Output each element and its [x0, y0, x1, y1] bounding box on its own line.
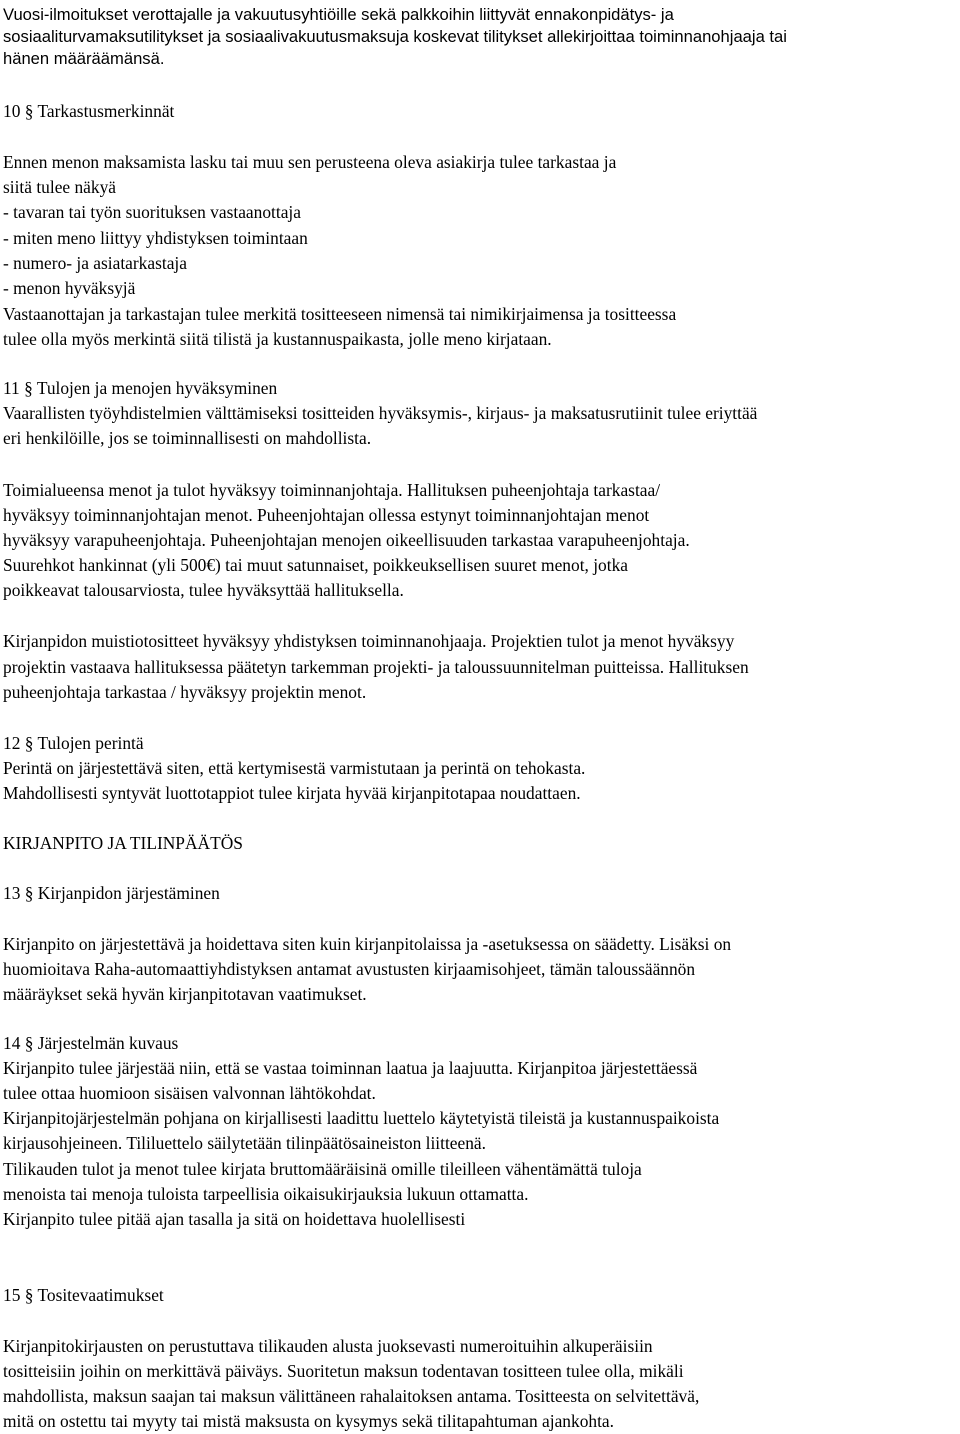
- body-line: tositteisiin joihin on merkittävä päiväys. Suoritetun maksun todentavan tositteen tulee olla, mikäli: [3, 1361, 684, 1381]
- body-line: projektin vastaava hallituksessa päätetyn tarkemman projekti- ja taloussuunnitelman puitteissa. Hallituksen: [3, 657, 749, 677]
- body-line: Vastaanottajan ja tarkastajan tulee merkitä tositteeseen nimensä tai nimikirjaimensa ja tositteessa: [3, 304, 677, 324]
- section-heading: 10 § Tarkastusmerkinnät: [3, 101, 175, 121]
- body-line: Kirjanpito on järjestettävä ja hoidettava siten kuin kirjanpitolaissa ja -asetuksessa on säädetty. Lisäksi on: [3, 934, 732, 954]
- body-line: Kirjanpitokirjausten on perustuttava tilikauden alusta juoksevasti numeroituihin alkuperäisiin: [3, 1336, 653, 1356]
- body-line: hyväksyy varapuheenjohtaja. Puheenjohtajan menojen oikeellisuuden tarkastaa varapuheenjohtaja.: [3, 530, 690, 550]
- body-line: Vaarallisten työyhdistelmien välttämiseksi tositteiden hyväksymis-, kirjaus- ja maksatusrutiinit tulee eriyttää: [3, 403, 758, 423]
- body-line: siitä tulee näkyä: [3, 177, 116, 197]
- body-line: huomioitava Raha-automaattiyhdistyksen antamat avustusten kirjaamisohjeet, tämän taloussäännön: [3, 959, 696, 979]
- body-line: poikkeavat talousarviosta, tulee hyväksyttää hallituksella.: [3, 580, 404, 600]
- body-line: Perintä on järjestettävä siten, että kertymisestä varmistutaan ja perintä on tehokasta.: [3, 758, 586, 778]
- chapter-heading: KIRJANPITO JA TILINPÄÄTÖS: [3, 833, 243, 853]
- body-line: Tilikauden tulot ja menot tulee kirjata bruttomääräisinä omille tileilleen vähentämättä tuloja: [3, 1159, 642, 1179]
- body-line: tulee ottaa huomioon sisäisen valvonnan lähtökohdat.: [3, 1083, 376, 1103]
- list-item: - menon hyväksyjä: [3, 278, 136, 298]
- body-line: Toimialueensa menot ja tulot hyväksyy toiminnanjohtaja. Hallituksen puheenjohtaja tarkastaa/: [3, 480, 661, 500]
- intro-line: hänen määräämänsä.: [3, 49, 165, 68]
- list-item: - numero- ja asiatarkastaja: [3, 253, 187, 273]
- body-line: puheenjohtaja tarkastaa / hyväksyy projektin menot.: [3, 682, 367, 702]
- body-line: Suurehkot hankinnat (yli 500€) tai muut satunnaiset, poikkeuksellisen suuret menot, jotka: [3, 555, 628, 575]
- list-item: - miten meno liittyy yhdistyksen toimintaan: [3, 228, 308, 248]
- body-line: kirjausohjeineen. Tililuettelo säilytetään tilinpäätösaineiston liitteenä.: [3, 1133, 486, 1153]
- body-line: Kirjanpito tulee pitää ajan tasalla ja sitä on hoidettava huolellisesti: [3, 1209, 466, 1229]
- section-heading: 13 § Kirjanpidon järjestäminen: [3, 883, 220, 903]
- intro-line: sosiaaliturvamaksutilitykset ja sosiaalivakuutusmaksuja koskevat tilitykset allekirjoittaa toiminnanohjaaja tai: [3, 27, 787, 46]
- body-line: Kirjanpidon muistiotositteet hyväksyy yhdistyksen toiminnanohjaaja. Projektien tulot ja menot hyväksyy: [3, 631, 735, 651]
- section-heading: 15 § Tositevaatimukset: [3, 1285, 164, 1305]
- list-item: - tavaran tai työn suorituksen vastaanottaja: [3, 202, 301, 222]
- body-line: mitä on ostettu tai myyty tai mistä maksusta on kysymys sekä tilitapahtuman ajankohta.: [3, 1411, 614, 1431]
- section-heading: 12 § Tulojen perintä: [3, 733, 144, 753]
- body-line: tulee olla myös merkintä siitä tilistä ja kustannuspaikasta, jolle meno kirjataan.: [3, 329, 552, 349]
- section-heading: 14 § Järjestelmän kuvaus: [3, 1033, 179, 1053]
- body-line: mahdollista, maksun saajan tai maksun välittäneen rahalaitoksen antama. Tositteesta on selvitettävä,: [3, 1386, 700, 1406]
- body-line: Ennen menon maksamista lasku tai muu sen perusteena oleva asiakirja tulee tarkastaa ja: [3, 152, 617, 172]
- body-line: eri henkilöille, jos se toiminnallisesti on mahdollista.: [3, 428, 372, 448]
- body-line: Mahdollisesti syntyvät luottotappiot tulee kirjata hyvää kirjanpitotapaa noudattaen.: [3, 783, 581, 803]
- body-line: Kirjanpitojärjestelmän pohjana on kirjallisesti laadittu luettelo käytetyistä tileistä ja kustannuspaikoista: [3, 1108, 720, 1128]
- section-heading: 11 § Tulojen ja menojen hyväksyminen: [3, 378, 278, 398]
- body-line: hyväksyy toiminnanjohtajan menot. Puheenjohtajan ollessa estynyt toiminnanjohtajan menot: [3, 505, 650, 525]
- intro-line: Vuosi-ilmoitukset verottajalle ja vakuutusyhtiöille sekä palkkoihin liittyvät ennakonpidätys- ja: [3, 5, 674, 24]
- body-line: menoista tai menoja tuloista tarpeellisia oikaisukirjauksia lukuun ottamatta.: [3, 1184, 529, 1204]
- body-line: määräykset sekä hyvän kirjanpitotavan vaatimukset.: [3, 984, 367, 1004]
- body-line: Kirjanpito tulee järjestää niin, että se vastaa toiminnan laatua ja laajuutta. Kirjanpitoa järjestettäessä: [3, 1058, 698, 1078]
